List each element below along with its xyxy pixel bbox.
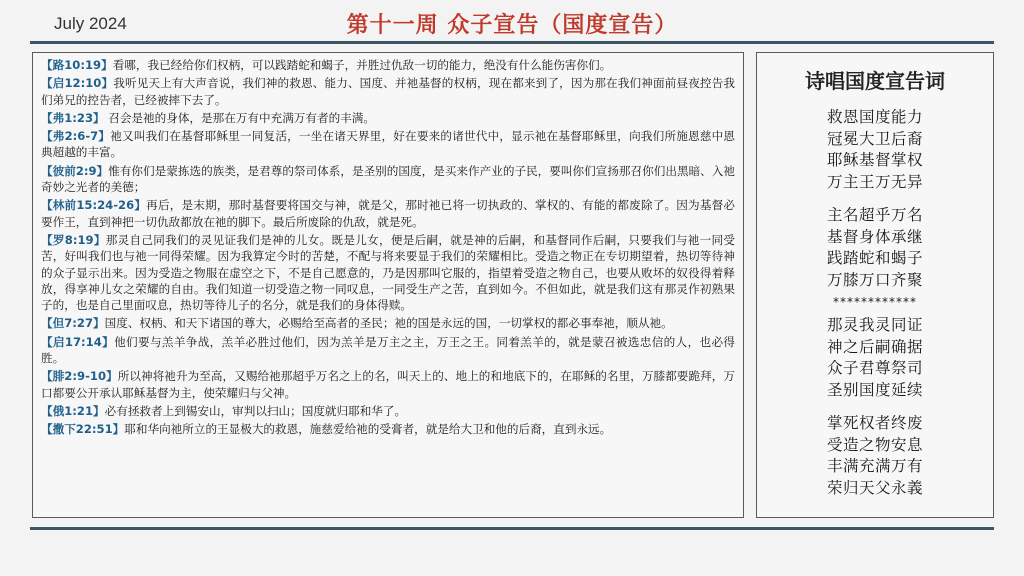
hymn-line: 救恩国度能力 [826, 108, 923, 126]
verse-item [41, 197, 735, 230]
hymn-line: 荣归天父永義 [826, 478, 923, 497]
hymn-line: 丰满充满万有 [826, 457, 923, 475]
verse-ref: 【启17:14】 [41, 334, 115, 349]
hymn-line: 受造之物安息 [826, 435, 923, 454]
verse-item [41, 368, 735, 401]
verse-item [41, 315, 735, 331]
hymn-panel [756, 52, 994, 518]
verse-text: 再后，是末期，那时基督要将国交与神，就是父，那时祂已将一切执政的、掌权的、有能的都废除了。因为基督必要作王，直到神把一切仇敌都放在祂的脚下。最后所废除的仇敌，就是死。 [41, 198, 735, 229]
hymn-line: 万主王万无异 [826, 172, 923, 191]
hymn-line: 掌死权者终废 [826, 414, 923, 432]
page-title: 第十一周 众子宣告（国度宣告） [346, 13, 678, 38]
verse-text: 召会是祂的身体，是那在万有中充满万有者的丰满。 [104, 110, 375, 125]
verse-ref: 【启12:10】 [41, 76, 114, 91]
date-label: July 2024 [54, 14, 127, 33]
verse-text: 我听见天上有大声音说，我们神的救恩、能力、国度、并祂基督的权柄，现在都来到了，因为那在我们神面前昼夜控告我们弟兄的控告者，已经被摔下去了。 [41, 76, 735, 107]
hymn-stanza [757, 315, 993, 401]
hymn-line: 那灵我灵同证 [826, 316, 923, 334]
verse-ref: 【彼前2:9】 [41, 163, 109, 178]
verse-item [41, 421, 735, 437]
verse-ref: 【罗8:19】 [41, 232, 106, 247]
verse-ref: 【弗2:6-7】 [41, 129, 111, 144]
verse-ref: 【腓2:9-10】 [41, 369, 118, 384]
hymn-line: 圣别国度延续 [826, 380, 923, 399]
verse-text: 必有拯救者上到锡安山，审判以扫山；国度就归耶和华了。 [104, 403, 407, 418]
hymn-line: 主名超乎万名 [826, 206, 923, 224]
hymn-line: 众子君尊祭司 [826, 359, 923, 377]
verse-ref: 【俄1:21】 [41, 403, 105, 418]
hymn-line: 万膝万口齐聚 [826, 270, 923, 289]
hymn-line: 践踏蛇和蝎子 [826, 249, 923, 267]
verse-text: 国度、权柄、和天下诸国的尊大，必赐给至高者的圣民；祂的国是永远的国，一切掌权的都必事奉祂，顺从祂。 [104, 316, 673, 331]
verse-ref: 【弗1:23】 [41, 110, 105, 125]
hymn-line: 基督身体承继 [826, 227, 923, 246]
verse-text: 惟有你们是蒙拣选的族类，是君尊的祭司体系，是圣别的国度，是买来作产业的子民，要叫你们宣扬那召你们出黑暗、入祂奇妙之光者的美德； [41, 163, 735, 195]
hymn-line: 冠冕大卫后裔 [826, 129, 923, 148]
hymn-stanza [757, 107, 993, 193]
verse-text: 看哪，我已经给你们权柄，可以践踏蛇和蝎子，并胜过仇敌一切的能力，绝没有什么能伤害你们。 [112, 58, 612, 72]
verse-item [41, 75, 735, 108]
verse-text: 所以神将祂升为至高，又赐给祂那超乎万名之上的名，叫天上的、地上的和地底下的，在耶稣的名里，万膝都要跪拜，万口都要公开承认耶稣基督为主，使荣耀归与父神。 [41, 369, 735, 400]
verse-ref: 【撒下22:51】 [41, 422, 125, 437]
hymn-stanza [757, 413, 993, 499]
verse-text: 那灵自己同我们的灵见证我们是神的儿女。既是儿女，便是后嗣，就是神的后嗣，和基督同作后嗣，只要我们与祂一同受苦，好叫我们也与祂一同得荣耀。因为我算定今时的苦楚，不配与将来要显于我们的荣耀相比。受造之物正在专切期望着，热切等待神的众子显示出来。因为受造之物服在虚空之下，不是自己愿意的，乃是因那叫它服的，指望着受造之物自己，也要从败坏的奴役得着释放，得享神儿女之荣耀的自由。我们知道一切受造之物一同叹息，一同受生产之苦，直到如今。不但如此，就是我们这有那灵作初熟果子的，也是自己里面叹息，热切等待儿子的名分，就是我们的身体得赎。 [41, 232, 735, 313]
verse-item [41, 57, 735, 73]
verse-item [41, 232, 735, 313]
scripture-panel [32, 52, 744, 518]
verse-item [41, 334, 735, 367]
verse-text: 祂又叫我们在基督耶稣里一同复活，一坐在诸天界里，好在要来的诸世代中，显示祂在基督耶稣里，向我们所施恩慈中恩典超越的丰富。 [41, 129, 735, 160]
verse-ref: 【林前15:24-26】 [41, 198, 147, 213]
verse-item [41, 403, 735, 419]
verse-text: 他们要与羔羊争战，羔羊必胜过他们，因为羔羊是万主之主，万王之王。同着羔羊的，就是蒙召被选忠信的人，也必得胜。 [41, 334, 735, 366]
verse-ref: 【路10:19】 [41, 58, 113, 72]
verse-ref: 【但7:27】 [41, 316, 105, 331]
stanza-separator: ************ [833, 295, 917, 309]
hymn-stanza [757, 205, 993, 291]
top-divider [30, 41, 994, 44]
verse-item [41, 163, 735, 196]
hymn-line: 神之后嗣确据 [826, 337, 923, 356]
verse-item [41, 128, 735, 161]
verse-item [41, 110, 735, 126]
bottom-divider [30, 527, 994, 530]
hymn-title: 诗唱国度宣告词 [805, 69, 945, 93]
hymn-line: 耶稣基督掌权 [826, 151, 923, 169]
verse-text: 耶和华向祂所立的王显极大的救恩，施慈爱给祂的受膏者，就是给大卫和他的后裔，直到永远。 [124, 422, 612, 437]
